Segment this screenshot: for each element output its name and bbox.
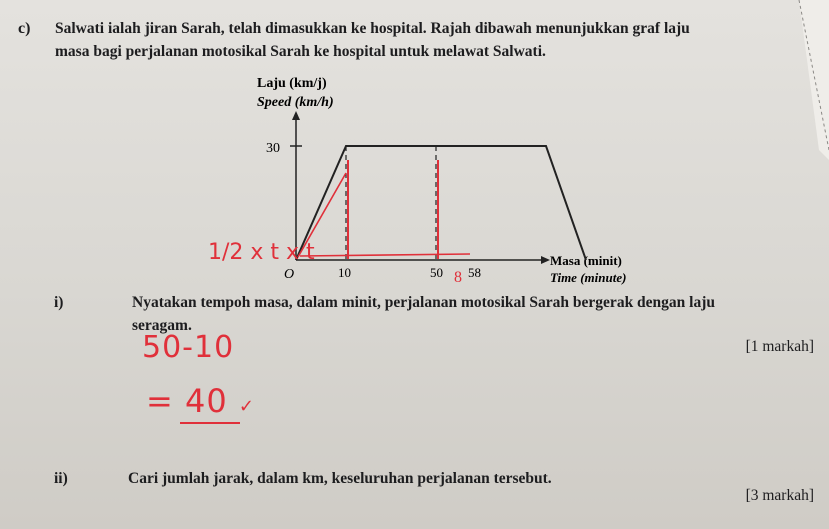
handwritten-check-mark: ✓	[238, 396, 255, 417]
x-axis-label-my: Masa (minit)	[550, 253, 622, 268]
handwritten-answer-1: 50-10	[142, 330, 235, 365]
x-tick-label-58: 58	[468, 265, 481, 280]
x-axis-label-en: Time (minute)	[550, 270, 627, 285]
handwritten-answer-2-value: = 40	[146, 382, 228, 420]
x-tick-label-50: 50	[430, 265, 443, 280]
part-ii-marks: [3 markah]	[745, 487, 814, 504]
part-i-text-line1: Nyatakan tempoh masa, dalam minit, perjalanan motosikal Sarah bergerak dengan laju	[132, 294, 716, 311]
handwritten-formula: 1/2 x t x t	[208, 240, 315, 265]
pen-note-8: 8	[454, 269, 462, 285]
question-text-line2: masa bagi perjalanan motosikal Sarah ke hospital untuk melawat Salwati.	[55, 43, 546, 60]
y-axis-arrow	[292, 111, 300, 120]
handwritten-answer-2	[146, 382, 255, 420]
part-ii-text: Cari jumlah jarak, dalam km, keseluruhan perjalanan tersebut.	[128, 470, 552, 487]
x-axis-arrow	[541, 256, 550, 264]
page-edge-shadow	[759, 0, 829, 160]
part-i-label: i)	[54, 294, 64, 311]
handwritten-underline	[180, 422, 240, 424]
part-i-marks: [1 markah]	[745, 338, 814, 355]
x-tick-label-10: 10	[338, 265, 351, 280]
question-text-line1: Salwati ialah jiran Sarah, telah dimasukkan ke hospital. Rajah dibawah menunjukkan graf laju	[55, 20, 690, 37]
origin-label: O	[284, 267, 295, 282]
y-axis-label-my: Laju (km/j)	[257, 76, 327, 91]
pen-mark-base	[300, 254, 470, 256]
y-tick-label: 30	[266, 141, 280, 156]
y-axis-label-en: Speed (km/h)	[257, 95, 334, 110]
question-label: c)	[18, 20, 31, 37]
part-i-text-line2: seragam.	[132, 317, 192, 334]
part-ii-label: ii)	[54, 470, 68, 487]
speed-line	[296, 146, 586, 260]
